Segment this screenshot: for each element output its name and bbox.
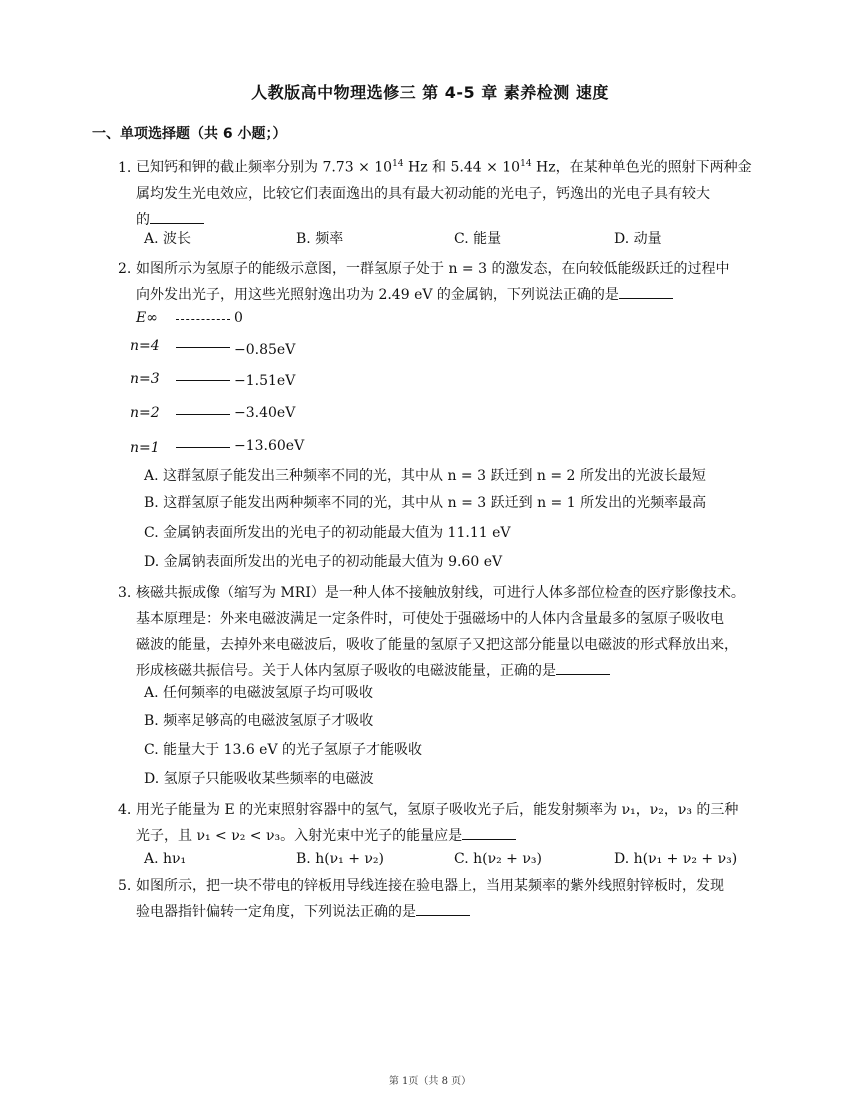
question-text: 向外发出光子，用这些光照射逸出功为 2.49 eV 的金属钠，下列说法正确的是 bbox=[136, 287, 619, 303]
exponent: 14 bbox=[392, 159, 404, 169]
option-a[interactable]: A. 波长 bbox=[144, 231, 192, 247]
answer-blank[interactable] bbox=[150, 209, 204, 224]
question-text: 形成核磁共振信号。关于人体内氢原子吸收的电磁波能量，正确的是 bbox=[136, 663, 556, 679]
question-text: Hz 和 5.44 × 10 bbox=[403, 159, 521, 176]
question-text: 的 bbox=[136, 211, 150, 228]
level-value: −13.60eV bbox=[234, 438, 305, 454]
option-d[interactable]: D. 氢原子只能吸收某些频率的电磁波 bbox=[144, 771, 374, 787]
option-c[interactable]: C. 能量 bbox=[454, 231, 502, 247]
question-number: 4. bbox=[118, 802, 132, 818]
level-line bbox=[176, 414, 230, 415]
options-row bbox=[144, 226, 784, 252]
page-footer: 第 1页（共 8 页） bbox=[388, 1076, 472, 1087]
option-d[interactable]: D. 金属钠表面所发出的光电子的初动能最大值为 9.60 eV bbox=[144, 554, 503, 570]
option-d[interactable]: D. 动量 bbox=[614, 231, 662, 247]
question-text: 光子，且 ν₁ < ν₂ < ν₃。入射光束中光子的能量应是 bbox=[136, 828, 463, 844]
question-2 bbox=[118, 256, 768, 308]
level-line bbox=[176, 319, 230, 320]
question-text: 验电器指针偏转一定角度，下列说法正确的是 bbox=[136, 904, 416, 920]
option-a[interactable]: A. 这群氢原子能发出三种频率不同的光，其中从 n = 3 跃迁到 n = 2 所发出的光波长最短 bbox=[144, 468, 706, 484]
question-number: 2. bbox=[118, 261, 132, 277]
question-text: 基本原理是：外来电磁波满足一定条件时，可使处于强磁场中的人体内含量最多的氢原子吸收电 bbox=[136, 611, 724, 627]
page-title: 人教版高中物理选修三 第 4-5 章 素养检测 速度 bbox=[251, 83, 609, 102]
options-row bbox=[144, 846, 784, 872]
level-line bbox=[176, 380, 230, 381]
question-1 bbox=[118, 151, 768, 233]
answer-blank[interactable] bbox=[462, 825, 516, 840]
option-c[interactable]: C. 金属钠表面所发出的光电子的初动能最大值为 11.11 eV bbox=[144, 525, 511, 541]
level-label: E∞ bbox=[136, 310, 158, 326]
option-c[interactable]: C. 能量大于 13.6 eV 的光子氢原子才能吸收 bbox=[144, 742, 423, 758]
question-text: Hz，在某种单色光的照射下两种金 bbox=[531, 159, 752, 176]
question-text: 磁波的能量，去掉外来电磁波后，吸收了能量的氢原子又把这部分能量以电磁波的形式释放出来， bbox=[136, 637, 738, 653]
level-line bbox=[176, 347, 230, 348]
question-3 bbox=[118, 580, 768, 684]
level-value: 0 bbox=[234, 310, 243, 326]
question-5 bbox=[118, 873, 768, 925]
option-b[interactable]: B. 频率 bbox=[296, 231, 344, 247]
question-text: 已知钙和钾的截止频率分别为 7.73 × 10 bbox=[136, 159, 393, 176]
question-number: 3. bbox=[118, 585, 132, 601]
question-number: 5. bbox=[118, 878, 132, 894]
option-a[interactable]: A. 任何频率的电磁波氢原子均可吸收 bbox=[144, 685, 374, 701]
answer-blank[interactable] bbox=[556, 660, 610, 675]
question-text: 如图所示，把一块不带电的锌板用导线连接在验电器上，当用某频率的紫外线照射锌板时，发现 bbox=[136, 878, 724, 894]
exponent: 14 bbox=[520, 159, 532, 169]
answer-blank[interactable] bbox=[416, 901, 470, 916]
question-4 bbox=[118, 797, 768, 849]
option-b[interactable]: B. 频率足够高的电磁波氢原子才吸收 bbox=[144, 713, 374, 729]
level-value: −3.40eV bbox=[234, 405, 296, 421]
question-text: 如图所示为氢原子的能级示意图，一群氢原子处于 n = 3 的激发态，在向较低能级跃迁的过程中 bbox=[136, 261, 730, 277]
level-value: −1.51eV bbox=[234, 373, 296, 389]
option-b[interactable]: B. h(ν₁ + ν₂) bbox=[296, 851, 385, 867]
option-b[interactable]: B. 这群氢原子能发出两种频率不同的光，其中从 n = 3 跃迁到 n = 1 所发出的光频率最高 bbox=[144, 495, 707, 511]
answer-blank[interactable] bbox=[619, 284, 673, 299]
level-label: n=4 bbox=[130, 338, 160, 354]
level-value: −0.85eV bbox=[234, 342, 296, 358]
question-text: 用光子能量为 E 的光束照射容器中的氢气，氢原子吸收光子后，能发射频率为 ν₁，ν₂，ν₃ 的三种 bbox=[136, 802, 739, 818]
level-label: n=2 bbox=[130, 405, 160, 421]
section-heading: 一、单项选择题（共 6 小题；） bbox=[92, 126, 287, 142]
level-label: n=3 bbox=[130, 371, 160, 387]
option-d[interactable]: D. h(ν₁ + ν₂ + ν₃) bbox=[614, 851, 738, 867]
option-a[interactable]: A. hν₁ bbox=[144, 851, 187, 867]
question-text: 核磁共振成像（缩写为 MRI）是一种人体不接触放射线，可进行人体多部位检查的医疗影像技术。 bbox=[136, 585, 745, 601]
level-line bbox=[176, 447, 230, 448]
level-label: n=1 bbox=[130, 440, 160, 456]
question-text: 属均发生光电效应，比较它们表面逸出的具有最大初动能的光电子，钙逸出的光电子具有较大 bbox=[136, 185, 710, 202]
question-number: 1. bbox=[118, 159, 132, 176]
option-c[interactable]: C. h(ν₂ + ν₃) bbox=[454, 851, 542, 867]
